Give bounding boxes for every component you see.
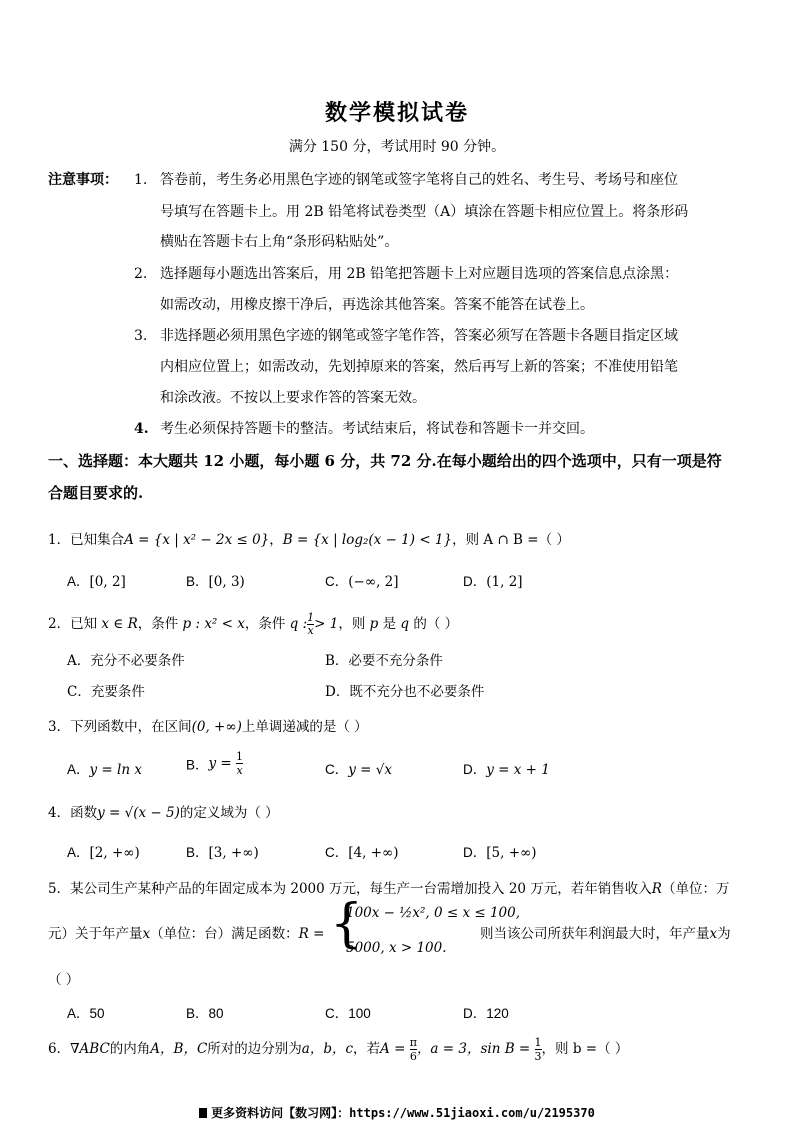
q4-option-a: A．[2, +∞) [67,845,140,861]
note-2-line-1: 选择题每小题选出答案后，用 2B 铅笔把答题卡上对应题目选项的答案信息点涂黑： [160,266,679,282]
q1-option-b: B．[0, 3) [186,574,245,590]
q5-r-equals: R = [298,926,325,942]
q4-stem: 4．函数y = √(x − 5)的定义域为（ ） [48,805,279,821]
q3-option-d: D．y = x + 1 [463,762,550,778]
q2-stem: 2．已知 x ∈ R，条件 p : x² < x，条件 q : $\frac{1}{x}$ > 1，则 p 是 q 的（ ） [48,611,459,637]
q1-stem-b: ，则 A ∩ B =（ ） [452,532,570,548]
q3-option-c: C．y = √x [325,762,392,778]
q5-answer-paren: （ ） [48,972,80,988]
note-1-number: 1. [134,172,148,188]
q1-stem-a: 1．已知集合 [48,532,125,548]
note-4-number: 4. [134,421,149,437]
q1-option-d: D．(1, 2] [463,574,523,590]
q3-b-fraction: $\frac{1}{x}$ [236,750,244,777]
q1-set-a: A = {x | x² − 2x ≤ 0} [124,532,270,548]
q1-option-a: A．[0, 2] [67,574,126,590]
footer-link[interactable]: 更多资料访问【数习网】：https://www.51jiaoxi.com/u/2195370 [0,1104,794,1121]
q6-stem: 6．∇ABC的内角A，B，C所对的边分别为a，b，c，若A = $\frac{\pi}{6}$ ，a = 3，sin B = $\frac{1}{3}$ ，则 b =（ ） [48,1036,629,1063]
q5-case-1: 100x − ½x², 0 ≤ x ≤ 100, [346,905,521,921]
q4-option-d: D．[5, +∞) [463,845,537,861]
q4-option-c: C．[4, +∞) [325,845,399,861]
q5-option-d: D．120 [463,1006,509,1021]
note-3-line-2: 内相应位置上；如需改动，先划掉原来的答案，然后再写上新的答案；不准使用铅笔 [160,359,678,375]
q4-function: y = √(x − 5) [97,805,180,821]
q3-interval: (0, +∞) [191,719,242,735]
q2-option-a: A．充分不必要条件 [67,653,185,669]
q5-option-a: A．50 [67,1006,105,1021]
q2-option-d: D．既不充分也不必要条件 [325,684,485,700]
note-2-number: 2. [134,266,148,282]
note-3-line-1: 非选择题必须用黑色字迹的钢笔或签字笔作答，答案必须写在答题卡各题目指定区域 [160,328,678,344]
q6-pi-over-6: $\frac{\pi}{6}$ [409,1036,417,1063]
q2-cond-q: q : $\frac{1}{x}$ > 1 [289,611,339,637]
page-title: 数学模拟试卷 [324,100,469,126]
q2-option-b: B．必要不充分条件 [325,653,443,669]
q1-sep: ， [269,532,283,548]
q4-option-b: B．[3, +∞) [186,845,259,861]
q6-triangle: ∇ABC [70,1041,110,1057]
section-heading-line-2: 合题目要求的. [48,484,144,502]
q1-option-c: C．(−∞, 2] [325,574,399,590]
section-heading-line-1: 一、选择题：本大题共 12 小题，每小题 6 分，共 72 分.在每小题给出的四个选项中，只有一项是符 [48,452,722,470]
note-3-number: 3. [134,328,148,344]
note-1-line-2: 号填写在答题卡上。用 2B 铅笔将试卷类型（A）填涂在答题卡相应位置上。将条形码 [160,204,689,220]
q5-line-2-b: 则当该公司所获年利润最大时，年产量x为 [480,926,731,942]
q1-set-b: B = {x | log₂(x − 1) < 1} [282,532,453,548]
q2-x-in-r: x ∈ R [101,616,138,632]
flag-icon [199,1108,207,1118]
q3-option-b: B．y = $\frac{1}{x}$ [186,750,244,777]
note-1-line-1: 答卷前，考生务必用黑色字迹的钢笔或签字笔将自己的姓名、考生号、考场号和座位 [160,172,678,188]
q3-stem: 3．下列函数中，在区间(0, +∞)上单调递减的是（ ） [48,719,368,735]
note-2-line-2: 如需改动，用橡皮擦干净后，再选涂其他答案。答案不能答在试卷上。 [160,297,594,313]
note-3-line-3: 和涂改液。不按以上要求作答的答案无效。 [160,390,426,406]
note-4-line-1: 考生必须保持答题卡的整洁。考试结束后，将试卷和答题卡一并交回。 [160,421,594,437]
q2-option-c: C．充要条件 [67,684,145,700]
q5-line-2-a: 元）关于年产量x（单位：台）满足函数：R = [48,926,325,942]
note-1-line-3: 横贴在答题卡右上角“条形码粘贴处”。 [160,234,399,250]
q5-case-2: 5000, x > 100. [346,940,447,956]
page-subtitle: 满分 150 分，考试用时 90 分钟。 [288,139,506,155]
notes-label: 注意事项： [48,172,118,188]
q5-piecewise-brace: { [330,894,364,954]
q2-cond-p: p : x² < x [182,616,245,632]
q5-option-c: C．100 [325,1006,371,1021]
q3-option-a: A．y = ln x [67,762,142,778]
q6-one-third: $\frac{1}{3}$ [534,1036,542,1063]
q1-stem [48,528,570,548]
q5-option-b: B．80 [186,1006,224,1021]
q5-line-1: 5．某公司生产某种产品的年固定成本为 2000 万元，每生产一台需增加投入 20 万元，若年销售收入R（单位：万 [48,881,730,897]
q2-fraction: $\frac{1}{x}$ [307,611,315,637]
